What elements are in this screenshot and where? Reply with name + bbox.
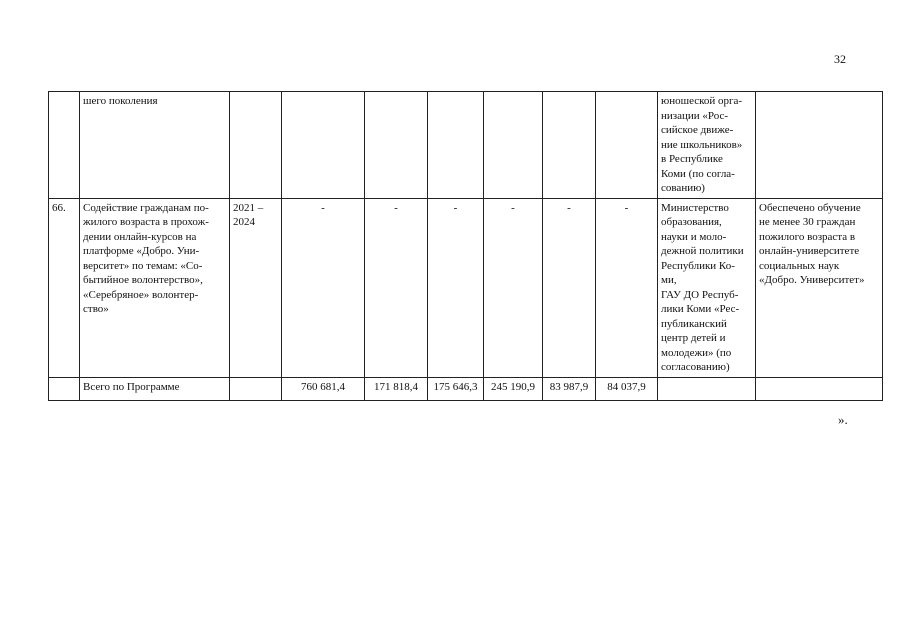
value-cell <box>596 92 658 199</box>
page-number: 32 <box>834 52 846 66</box>
description-cell: шего поколения <box>80 92 230 199</box>
total-row <box>49 377 883 400</box>
total-value-cell: 760 681,4 <box>282 377 365 400</box>
table-row <box>49 92 883 199</box>
row-number-cell: 66. <box>49 198 80 377</box>
closing-quote-mark: ». <box>838 412 848 427</box>
period-cell <box>230 92 282 199</box>
description-cell: Содействие гражданам по- жилого возраста в прохож- дении онлайн-курсов на платформе «Добро. Уни- верситет» по темам: «Со- бытийное волонтерство», «Серебряное» волонтер- ство» <box>80 198 230 377</box>
result-cell <box>756 377 883 400</box>
total-value-cell: 245 190,9 <box>484 377 543 400</box>
value-cell <box>428 92 484 199</box>
value-cell <box>282 92 365 199</box>
executor-cell <box>658 377 756 400</box>
value-cell: - <box>484 198 543 377</box>
program-table <box>48 91 883 401</box>
value-cell: - <box>428 198 484 377</box>
value-cell: - <box>282 198 365 377</box>
value-cell: - <box>543 198 596 377</box>
value-cell <box>365 92 428 199</box>
row-number-cell <box>49 92 80 199</box>
value-cell: - <box>365 198 428 377</box>
period-cell <box>230 377 282 400</box>
value-cell <box>484 92 543 199</box>
result-cell: Обеспечено обучение не менее 30 граждан пожилого возраста в онлайн-университете социальных наук «Добро. Университет» <box>756 198 883 377</box>
value-cell <box>543 92 596 199</box>
table-row <box>49 198 883 377</box>
total-value-cell: 84 037,9 <box>596 377 658 400</box>
period-cell: 2021 – 2024 <box>230 198 282 377</box>
row-number-cell <box>49 377 80 400</box>
result-cell <box>756 92 883 199</box>
executor-cell: Министерство образования, науки и моло- дежной политики Республики Ко- ми, ГАУ ДО Респуб- лики Коми «Рес- публиканский центр детей и молодежи» (по согласованию) <box>658 198 756 377</box>
value-cell: - <box>596 198 658 377</box>
total-value-cell: 83 987,9 <box>543 377 596 400</box>
description-cell: Всего по Программе <box>80 377 230 400</box>
executor-cell: юношеской орга- низации «Рос- сийское движе- ние школьников» в Республике Коми (по согла- сованию) <box>658 92 756 199</box>
total-value-cell: 175 646,3 <box>428 377 484 400</box>
total-value-cell: 171 818,4 <box>365 377 428 400</box>
